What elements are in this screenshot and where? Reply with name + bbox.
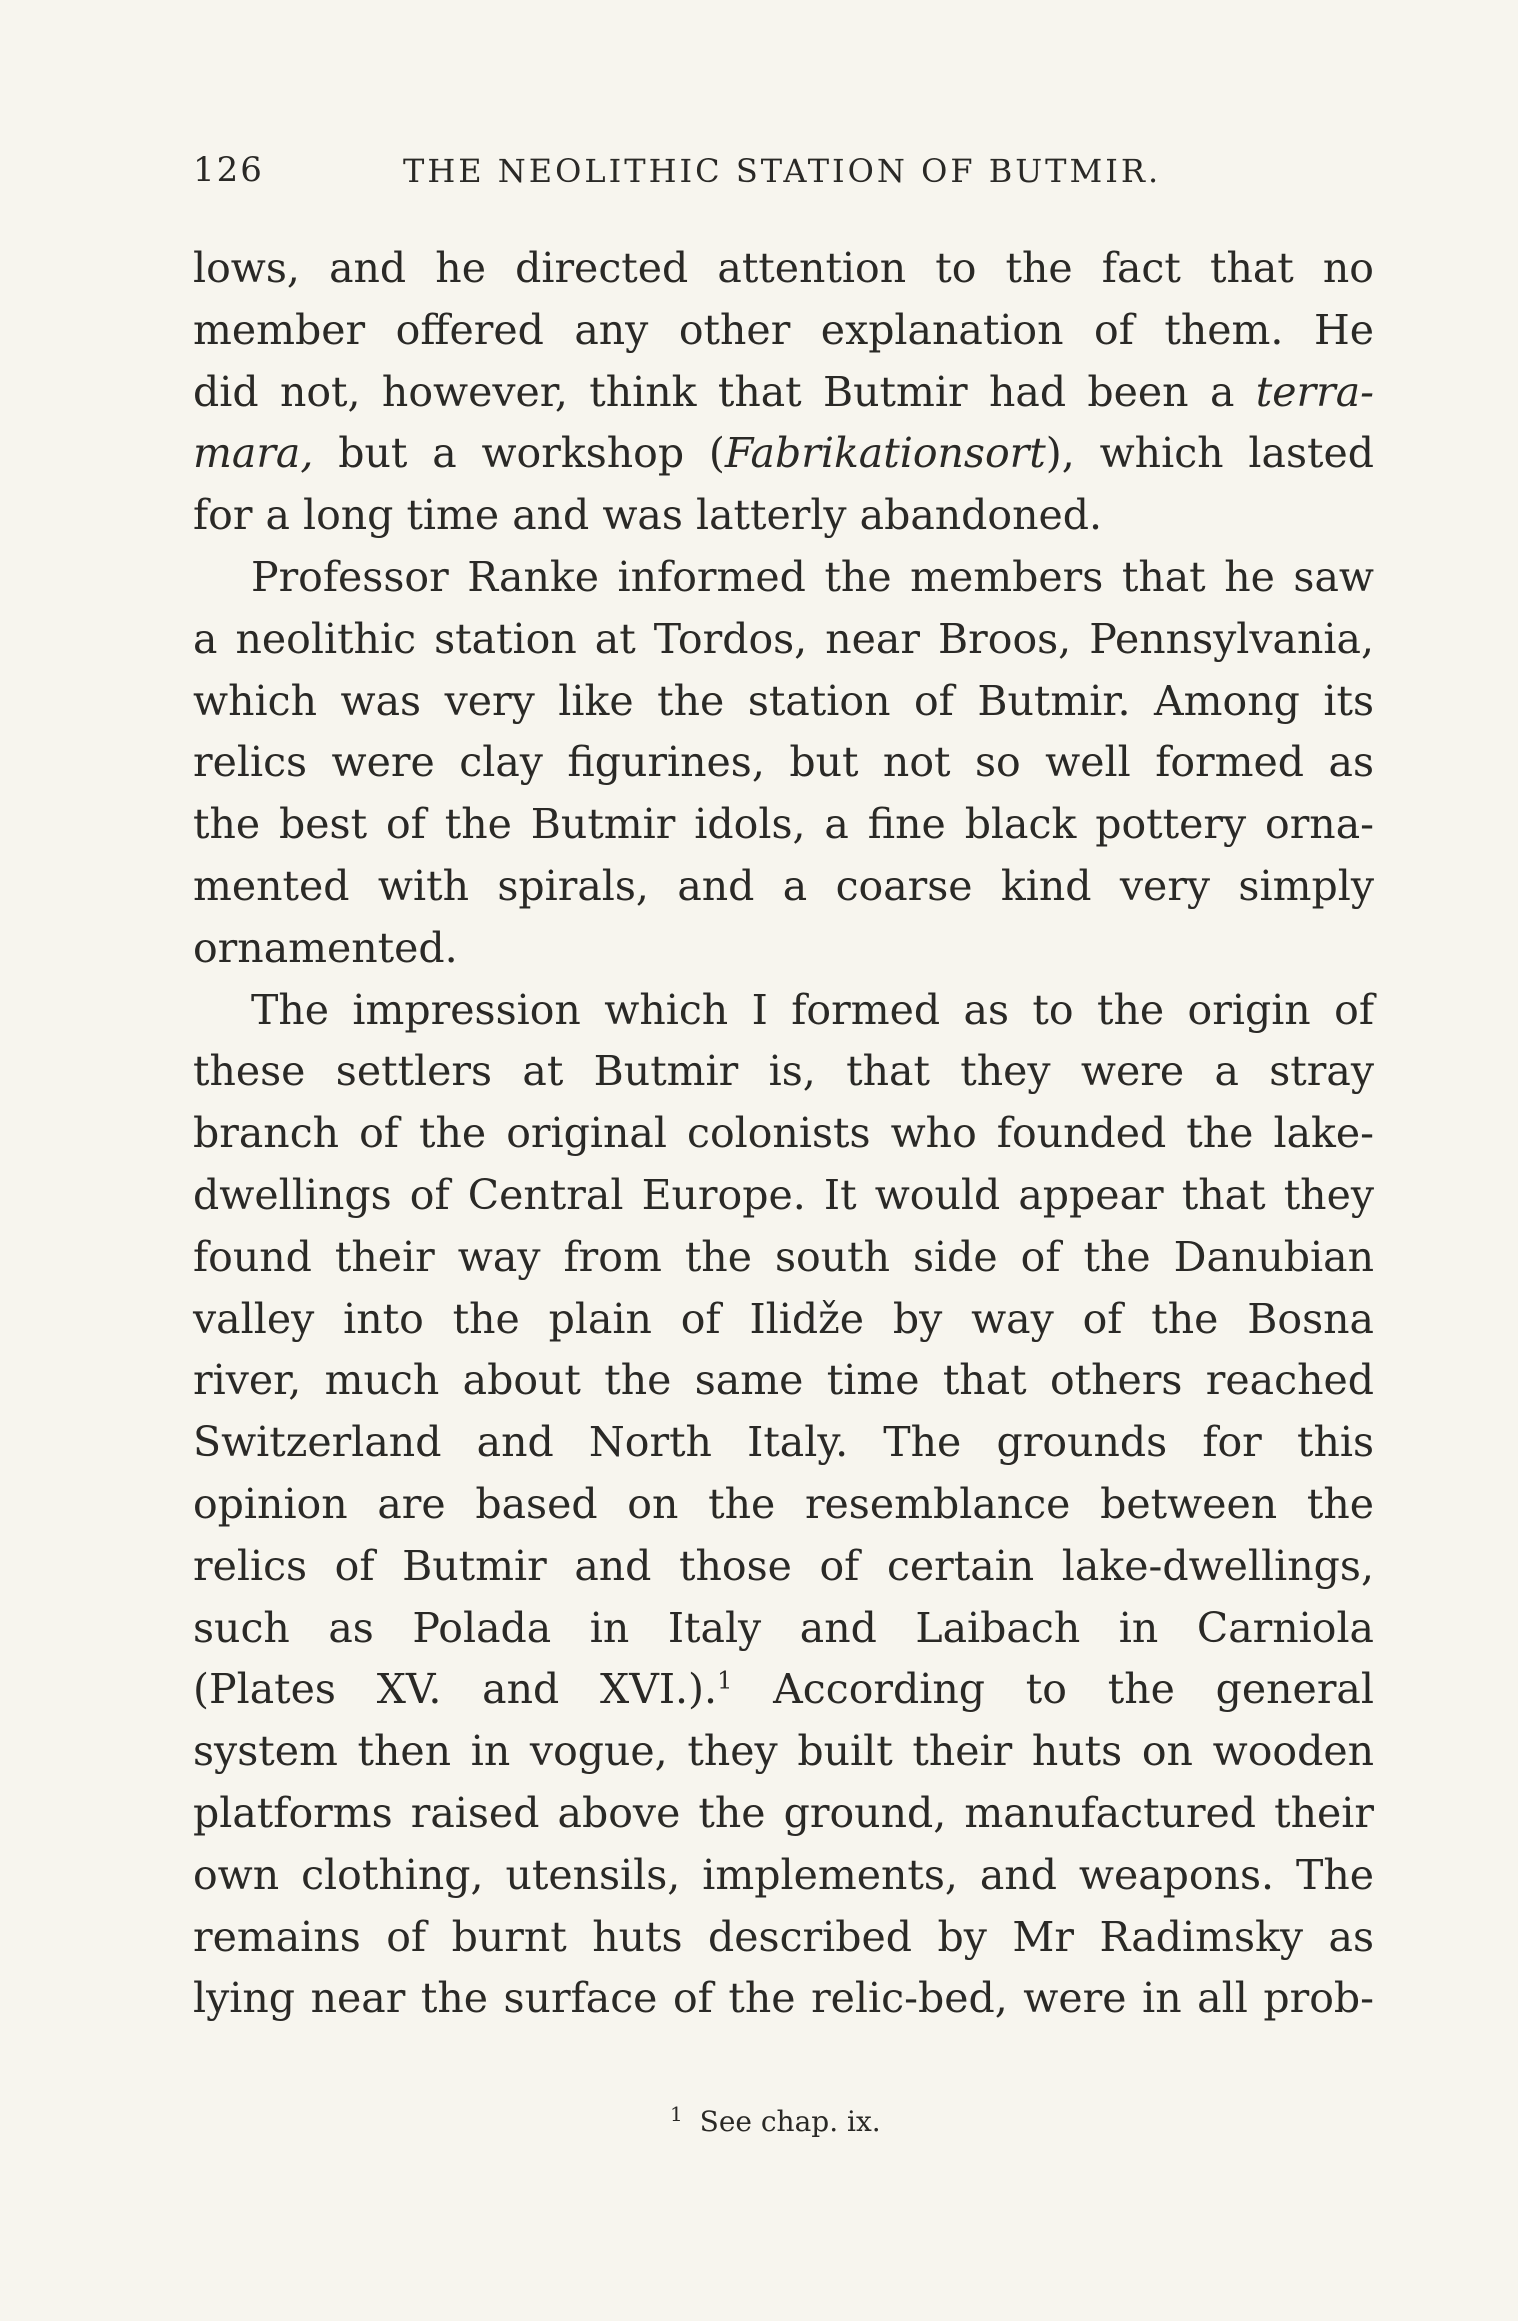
text-line: remains of burnt huts described by Mr Radimsky as [193,1912,1374,1961]
running-title: THE NEOLITHIC STATION OF BUTMIR. [403,152,1162,190]
text-line: these settlers at Butmir is, that they were a stray [193,1047,1374,1096]
text-line: for a long time and was latterly abandoned. [193,491,1103,540]
text-line: system then in vogue, they built their huts on wooden [193,1727,1374,1776]
footnote-reference: 1 [717,1666,733,1695]
text-line: opinion are based on the resemblance between the [193,1479,1374,1528]
text-line: relics of Butmir and those of certain lake-dwellings, [193,1541,1374,1590]
running-head [193,150,1373,200]
text-line: ornamented. [193,923,458,972]
text-line: which was very like the station of Butmir. Among its [193,676,1374,725]
footnote [670,2102,881,2138]
text-line: branch of the original colonists who founded the lake- [193,1109,1374,1158]
italic-term: Fabrikationsort [724,429,1046,478]
footnote-text: See chap. ix. [699,2105,881,2139]
text-line: member offered any other explanation of them. He [193,305,1374,354]
text-line: platforms raised above the ground, manufactured their [193,1788,1374,1837]
text-line: mara, but a workshop (Fabrikationsort), which lasted [193,429,1374,478]
italic-term: terra- [1255,367,1374,416]
text-line: own clothing, utensils, implements, and weapons. The [193,1850,1374,1899]
footnote-marker: 1 [670,2102,683,2126]
italic-term: mara, [193,429,314,478]
text-line: dwellings of Central Europe. It would appear that they [193,1170,1374,1219]
text-line: lows, and he directed attention to the fact that no [193,244,1374,292]
text-line: (Plates XV. and XVI.).$^1$ According to the general [193,1665,1374,1714]
text-line: valley into the plain of Ilidže by way of the Bosna [193,1294,1374,1343]
text-line: Professor Ranke informed the members that he saw [251,552,1374,601]
text-line: found their way from the south side of the Danubian [193,1232,1374,1281]
text-line: relics were clay figurines, but not so well formed as [193,738,1374,787]
text-line: lying near the surface of the relic-bed, were in all prob- [193,1974,1374,2023]
text-line: the best of the Butmir idols, a fine black pottery orna- [193,800,1374,849]
text-line: did not, however, think that Butmir had been a terra- [193,367,1374,416]
text-line: river, much about the same time that others reached [193,1356,1374,1405]
text-line: Switzerland and North Italy. The grounds for this [193,1418,1374,1467]
text-line: such as Polada in Italy and Laibach in Carniola [193,1603,1374,1652]
body-text [193,238,1374,2030]
page-number: 126 [193,150,264,190]
text-line: a neolithic station at Tordos, near Broos, Pennsylvania, [193,614,1374,663]
text-line: mented with spirals, and a coarse kind very simply [193,861,1374,910]
text-line: The impression which I formed as to the origin of [251,985,1374,1034]
